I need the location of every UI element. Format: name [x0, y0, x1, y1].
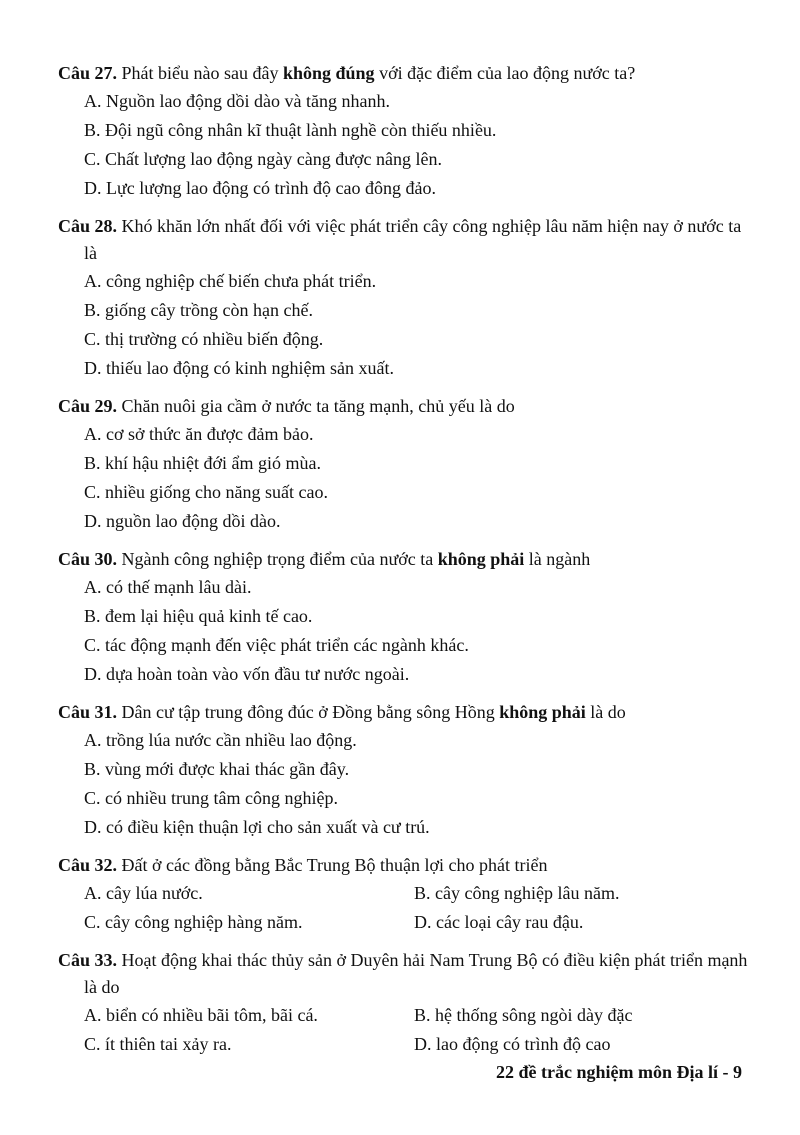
stem-text: Dân cư tập trung đông đúc ở Đồng bằng sông Hồng: [121, 702, 500, 722]
question-block: [58, 393, 748, 536]
answer-option: A. cơ sở thức ăn được đảm bảo.: [84, 424, 314, 444]
question-stem: [58, 546, 748, 573]
answer-option: B. giống cây trồng còn hạn chế.: [84, 300, 313, 320]
answer-option: B. hệ thống sông ngòi dày đặc: [414, 1005, 633, 1025]
answer-options: [58, 879, 748, 937]
answer-option: D. Lực lượng lao động có trình độ cao đông đảo.: [84, 178, 436, 198]
question-block: [58, 947, 748, 1059]
answer-option: D. thiếu lao động có kinh nghiệm sản xuất.: [84, 358, 394, 378]
answer-option: A. trồng lúa nước cần nhiều lao động.: [84, 730, 357, 750]
answer-option: B. Đội ngũ công nhân kĩ thuật lành nghề còn thiếu nhiều.: [84, 120, 497, 140]
stem-emphasis: không phải: [499, 702, 586, 722]
answer-option: A. có thế mạnh lâu dài.: [84, 577, 252, 597]
answer-option: D. dựa hoàn toàn vào vốn đầu tư nước ngoài.: [84, 664, 410, 684]
answer-option: B. cây công nghiệp lâu năm.: [414, 883, 620, 903]
question-stem: [58, 699, 748, 726]
answer-option: D. có điều kiện thuận lợi cho sản xuất và cư trú.: [84, 817, 430, 837]
question-number: Câu 29.: [58, 396, 118, 416]
stem-text: Hoạt động khai thác thủy sản ở Duyên hải Nam Trung Bộ có điều kiện phát triển mạnh là do: [84, 950, 748, 997]
stem-text: với đặc điểm của lao động nước ta?: [374, 63, 636, 83]
answer-option: C. cây công nghiệp hàng năm.: [84, 912, 303, 932]
answer-option: D. nguồn lao động dồi dào.: [84, 511, 281, 531]
question-stem: [58, 60, 748, 87]
answer-option: A. biển có nhiều bãi tôm, bãi cá.: [84, 1005, 318, 1025]
question-number: Câu 27.: [58, 63, 118, 83]
stem-text: Khó khăn lớn nhất đối với việc phát triển cây công nghiệp lâu năm hiện nay ở nước ta là: [84, 216, 742, 263]
answer-option: C. có nhiều trung tâm công nghiệp.: [84, 788, 338, 808]
answer-options: [58, 1001, 748, 1059]
answer-option: D. lao động có trình độ cao: [414, 1034, 611, 1054]
answer-option: C. tác động mạnh đến việc phát triển các ngành khác.: [84, 635, 469, 655]
question-number: Câu 31.: [58, 702, 118, 722]
question-block: [58, 546, 748, 689]
question-stem: [58, 852, 748, 879]
stem-text: Đất ở các đồng bằng Bắc Trung Bộ thuận lợi cho phát triển: [121, 855, 548, 875]
question-number: Câu 32.: [58, 855, 118, 875]
answer-option: C. ít thiên tai xảy ra.: [84, 1034, 232, 1054]
question-number: Câu 33.: [58, 950, 118, 970]
question-number: Câu 30.: [58, 549, 118, 569]
answer-option: B. đem lại hiệu quả kinh tế cao.: [84, 606, 313, 626]
question-block: [58, 213, 748, 383]
stem-emphasis: không đúng: [282, 63, 375, 83]
question-stem: [58, 947, 748, 1001]
answer-option: B. khí hậu nhiệt đới ẩm gió mùa.: [84, 453, 321, 473]
question-block: [58, 60, 748, 203]
answer-option: C. Chất lượng lao động ngày càng được nâng lên.: [84, 149, 442, 169]
question-stem: [58, 213, 748, 267]
question-stem: [58, 393, 748, 420]
stem-text: Chăn nuôi gia cầm ở nước ta tăng mạnh, chủ yếu là do: [121, 396, 515, 416]
stem-text: Ngành công nghiệp trọng điểm của nước ta: [121, 549, 438, 569]
answer-option: A. Nguồn lao động dồi dào và tăng nhanh.: [84, 91, 390, 111]
answer-option: C. thị trường có nhiều biến động.: [84, 329, 324, 349]
question-block: [58, 699, 748, 842]
question-number: Câu 28.: [58, 216, 118, 236]
answer-option: C. nhiều giống cho năng suất cao.: [84, 482, 328, 502]
answer-option: A. công nghiệp chế biến chưa phát triển.: [84, 271, 377, 291]
page-footer: 22 đề trắc nghiệm môn Địa lí - 9: [496, 1062, 742, 1082]
answer-option: B. vùng mới được khai thác gần đây.: [84, 759, 350, 779]
answer-option: A. cây lúa nước.: [84, 883, 203, 903]
stem-emphasis: không phải: [437, 549, 525, 569]
stem-text: là ngành: [524, 549, 591, 569]
answer-option: D. các loại cây rau đậu.: [414, 912, 584, 932]
stem-text: là do: [585, 702, 626, 722]
question-block: [58, 852, 748, 937]
stem-text: Phát biểu nào sau đây: [121, 63, 283, 83]
question-list: [58, 60, 748, 1069]
